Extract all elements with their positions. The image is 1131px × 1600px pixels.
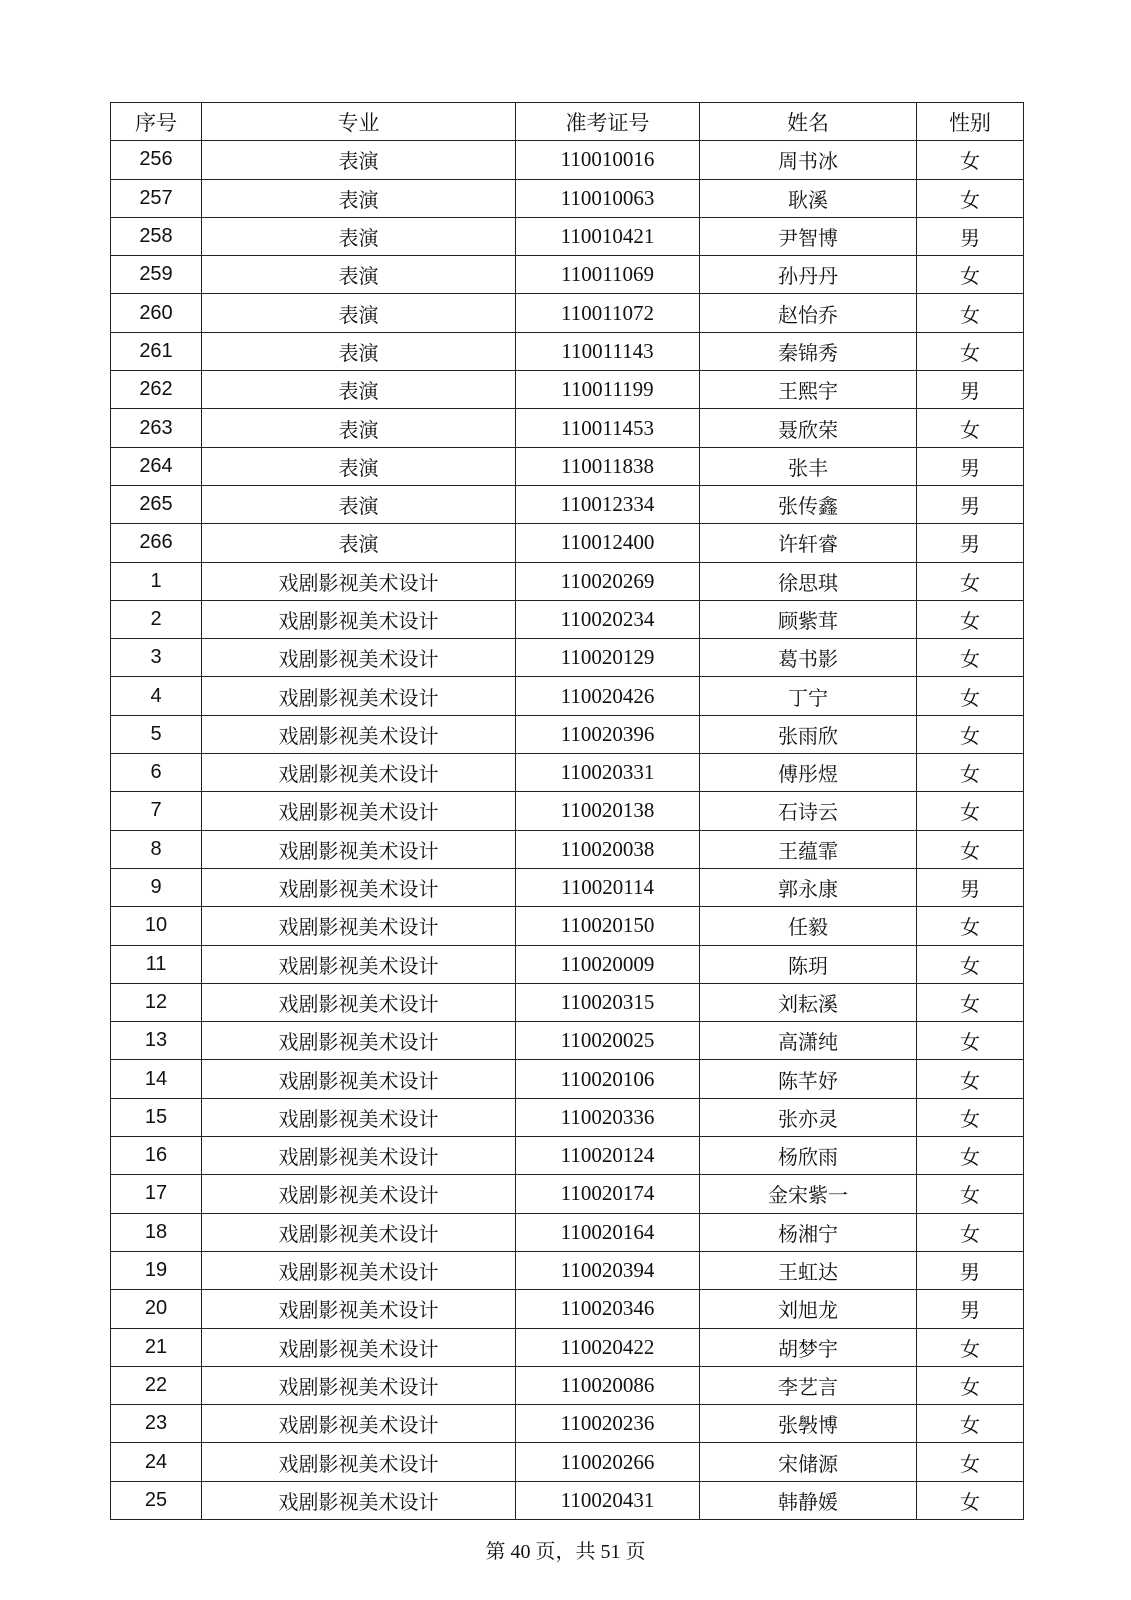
seq-cell: 10 (111, 907, 202, 945)
seq-cell: 7 (111, 792, 202, 830)
major-cell: 戏剧影视美术设计 (202, 792, 516, 830)
exam-id-cell: 110020336 (516, 1098, 700, 1136)
seq-cell: 258 (111, 217, 202, 255)
exam-id-cell: 110011453 (516, 409, 700, 447)
major-cell: 戏剧影视美术设计 (202, 1060, 516, 1098)
name-cell: 陈玥 (700, 945, 917, 983)
name-cell: 耿溪 (700, 179, 917, 217)
table-row (111, 332, 1024, 370)
seq-cell: 264 (111, 447, 202, 485)
major-cell: 表演 (202, 141, 516, 179)
gender-cell: 女 (917, 1481, 1024, 1519)
name-cell: 张雨欣 (700, 715, 917, 753)
seq-cell: 260 (111, 294, 202, 332)
table-row (111, 179, 1024, 217)
gender-cell: 女 (917, 600, 1024, 638)
gender-cell: 女 (917, 1060, 1024, 1098)
gender-cell: 女 (917, 907, 1024, 945)
major-cell: 表演 (202, 409, 516, 447)
seq-cell: 12 (111, 983, 202, 1021)
table-row (111, 868, 1024, 906)
name-cell: 孙丹丹 (700, 256, 917, 294)
seq-cell: 262 (111, 371, 202, 409)
exam-id-cell: 110020266 (516, 1443, 700, 1481)
seq-cell: 18 (111, 1213, 202, 1251)
seq-cell: 25 (111, 1481, 202, 1519)
major-cell: 戏剧影视美术设计 (202, 1251, 516, 1289)
gender-cell: 男 (917, 485, 1024, 523)
exam-id-cell: 110020234 (516, 600, 700, 638)
gender-cell: 女 (917, 562, 1024, 600)
seq-cell: 15 (111, 1098, 202, 1136)
name-cell: 杨欣雨 (700, 1137, 917, 1175)
major-cell: 表演 (202, 524, 516, 562)
gender-cell: 女 (917, 332, 1024, 370)
name-cell: 胡梦宇 (700, 1328, 917, 1366)
name-cell: 许轩睿 (700, 524, 917, 562)
name-cell: 韩静媛 (700, 1481, 917, 1519)
table-row (111, 677, 1024, 715)
seq-cell: 8 (111, 830, 202, 868)
table-row (111, 1366, 1024, 1404)
table-row (111, 524, 1024, 562)
major-cell: 戏剧影视美术设计 (202, 1213, 516, 1251)
table-row (111, 256, 1024, 294)
major-cell: 戏剧影视美术设计 (202, 1366, 516, 1404)
major-cell: 戏剧影视美术设计 (202, 945, 516, 983)
table-row (111, 945, 1024, 983)
table-row (111, 371, 1024, 409)
seq-cell: 13 (111, 1022, 202, 1060)
gender-cell: 女 (917, 1443, 1024, 1481)
seq-cell: 16 (111, 1137, 202, 1175)
exam-id-cell: 110020025 (516, 1022, 700, 1060)
name-cell: 石诗云 (700, 792, 917, 830)
name-cell: 王蕴霏 (700, 830, 917, 868)
name-cell: 徐思琪 (700, 562, 917, 600)
header-gender: 性别 (917, 103, 1024, 141)
table-row (111, 141, 1024, 179)
major-cell: 戏剧影视美术设计 (202, 868, 516, 906)
table-row (111, 1405, 1024, 1443)
page-footer: 第 40 页，共 51 页 (485, 1541, 646, 1563)
gender-cell: 女 (917, 792, 1024, 830)
seq-cell: 257 (111, 179, 202, 217)
seq-cell: 265 (111, 485, 202, 523)
seq-cell: 5 (111, 715, 202, 753)
major-cell: 表演 (202, 332, 516, 370)
name-cell: 聂欣荣 (700, 409, 917, 447)
seq-cell: 20 (111, 1290, 202, 1328)
table-row (111, 409, 1024, 447)
table-body (111, 141, 1024, 1520)
exam-id-cell: 110012334 (516, 485, 700, 523)
major-cell: 表演 (202, 294, 516, 332)
gender-cell: 女 (917, 179, 1024, 217)
exam-id-cell: 110020431 (516, 1481, 700, 1519)
major-cell: 戏剧影视美术设计 (202, 1290, 516, 1328)
table-row (111, 830, 1024, 868)
gender-cell: 女 (917, 945, 1024, 983)
gender-cell: 女 (917, 1328, 1024, 1366)
gender-cell: 男 (917, 868, 1024, 906)
table-row (111, 1098, 1024, 1136)
name-cell: 金宋紫一 (700, 1175, 917, 1213)
seq-cell: 24 (111, 1443, 202, 1481)
name-cell: 刘耘溪 (700, 983, 917, 1021)
table-row (111, 485, 1024, 523)
seq-cell: 263 (111, 409, 202, 447)
name-cell: 李艺言 (700, 1366, 917, 1404)
name-cell: 王熙宇 (700, 371, 917, 409)
name-cell: 张传鑫 (700, 485, 917, 523)
major-cell: 戏剧影视美术设计 (202, 1022, 516, 1060)
name-cell: 秦锦秀 (700, 332, 917, 370)
major-cell: 表演 (202, 179, 516, 217)
exam-id-cell: 110020086 (516, 1366, 700, 1404)
exam-id-cell: 110020150 (516, 907, 700, 945)
gender-cell: 男 (917, 1290, 1024, 1328)
header-seq: 序号 (111, 103, 202, 141)
exam-id-cell: 110012400 (516, 524, 700, 562)
name-cell: 张丰 (700, 447, 917, 485)
table-row (111, 1175, 1024, 1213)
exam-id-cell: 110020106 (516, 1060, 700, 1098)
seq-cell: 261 (111, 332, 202, 370)
exam-id-cell: 110020009 (516, 945, 700, 983)
table-row (111, 1443, 1024, 1481)
name-cell: 丁宁 (700, 677, 917, 715)
table-row (111, 562, 1024, 600)
exam-id-cell: 110020269 (516, 562, 700, 600)
table-row (111, 983, 1024, 1021)
table-row (111, 792, 1024, 830)
table-row (111, 217, 1024, 255)
exam-id-cell: 110011838 (516, 447, 700, 485)
exam-id-cell: 110020422 (516, 1328, 700, 1366)
table-header-row (111, 103, 1024, 141)
gender-cell: 男 (917, 1251, 1024, 1289)
gender-cell: 女 (917, 639, 1024, 677)
gender-cell: 女 (917, 1366, 1024, 1404)
table-row (111, 1060, 1024, 1098)
seq-cell: 14 (111, 1060, 202, 1098)
major-cell: 戏剧影视美术设计 (202, 1137, 516, 1175)
seq-cell: 21 (111, 1328, 202, 1366)
gender-cell: 女 (917, 1098, 1024, 1136)
exam-id-cell: 110020164 (516, 1213, 700, 1251)
major-cell: 戏剧影视美术设计 (202, 715, 516, 753)
exam-id-cell: 110020174 (516, 1175, 700, 1213)
seq-cell: 6 (111, 754, 202, 792)
exam-id-cell: 110010016 (516, 141, 700, 179)
exam-id-cell: 110020426 (516, 677, 700, 715)
header-name: 姓名 (700, 103, 917, 141)
gender-cell: 女 (917, 983, 1024, 1021)
major-cell: 戏剧影视美术设计 (202, 830, 516, 868)
exam-id-cell: 110010421 (516, 217, 700, 255)
table-row (111, 1137, 1024, 1175)
name-cell: 任毅 (700, 907, 917, 945)
gender-cell: 女 (917, 1137, 1024, 1175)
gender-cell: 女 (917, 715, 1024, 753)
exam-id-cell: 110020396 (516, 715, 700, 753)
table-row (111, 715, 1024, 753)
seq-cell: 256 (111, 141, 202, 179)
gender-cell: 女 (917, 1175, 1024, 1213)
table-row (111, 639, 1024, 677)
name-cell: 陈芊妤 (700, 1060, 917, 1098)
gender-cell: 女 (917, 294, 1024, 332)
gender-cell: 男 (917, 447, 1024, 485)
major-cell: 戏剧影视美术设计 (202, 639, 516, 677)
exam-id-cell: 110011143 (516, 332, 700, 370)
major-cell: 表演 (202, 217, 516, 255)
name-cell: 赵怡乔 (700, 294, 917, 332)
major-cell: 戏剧影视美术设计 (202, 1328, 516, 1366)
gender-cell: 女 (917, 141, 1024, 179)
major-cell: 戏剧影视美术设计 (202, 600, 516, 638)
gender-cell: 女 (917, 1213, 1024, 1251)
name-cell: 傅彤煜 (700, 754, 917, 792)
table-row (111, 1022, 1024, 1060)
gender-cell: 女 (917, 256, 1024, 294)
major-cell: 戏剧影视美术设计 (202, 677, 516, 715)
major-cell: 戏剧影视美术设计 (202, 1443, 516, 1481)
seq-cell: 1 (111, 562, 202, 600)
gender-cell: 男 (917, 371, 1024, 409)
major-cell: 表演 (202, 256, 516, 294)
seq-cell: 22 (111, 1366, 202, 1404)
exam-id-cell: 110011072 (516, 294, 700, 332)
table-row (111, 1481, 1024, 1519)
major-cell: 表演 (202, 371, 516, 409)
table-row (111, 447, 1024, 485)
exam-id-cell: 110020331 (516, 754, 700, 792)
exam-id-cell: 110020129 (516, 639, 700, 677)
seq-cell: 4 (111, 677, 202, 715)
table-row (111, 1328, 1024, 1366)
major-cell: 戏剧影视美术设计 (202, 562, 516, 600)
gender-cell: 女 (917, 754, 1024, 792)
table-row (111, 1290, 1024, 1328)
exam-id-cell: 110020236 (516, 1405, 700, 1443)
exam-id-cell: 110020346 (516, 1290, 700, 1328)
exam-id-cell: 110010063 (516, 179, 700, 217)
seq-cell: 2 (111, 600, 202, 638)
seq-cell: 266 (111, 524, 202, 562)
name-cell: 高潇纯 (700, 1022, 917, 1060)
major-cell: 戏剧影视美术设计 (202, 754, 516, 792)
table-row (111, 1213, 1024, 1251)
gender-cell: 女 (917, 409, 1024, 447)
major-cell: 戏剧影视美术设计 (202, 1098, 516, 1136)
seq-cell: 9 (111, 868, 202, 906)
header-major: 专业 (202, 103, 516, 141)
seq-cell: 17 (111, 1175, 202, 1213)
exam-id-cell: 110020394 (516, 1251, 700, 1289)
major-cell: 戏剧影视美术设计 (202, 1481, 516, 1519)
header-exam-id: 准考证号 (516, 103, 700, 141)
gender-cell: 男 (917, 217, 1024, 255)
gender-cell: 女 (917, 1022, 1024, 1060)
exam-id-cell: 110020038 (516, 830, 700, 868)
seq-cell: 11 (111, 945, 202, 983)
table-row (111, 754, 1024, 792)
name-cell: 王虹达 (700, 1251, 917, 1289)
exam-id-cell: 110011199 (516, 371, 700, 409)
seq-cell: 259 (111, 256, 202, 294)
name-cell: 葛书影 (700, 639, 917, 677)
exam-id-cell: 110020114 (516, 868, 700, 906)
major-cell: 戏剧影视美术设计 (202, 1175, 516, 1213)
major-cell: 戏剧影视美术设计 (202, 907, 516, 945)
seq-cell: 23 (111, 1405, 202, 1443)
exam-id-cell: 110020124 (516, 1137, 700, 1175)
name-cell: 张亦灵 (700, 1098, 917, 1136)
major-cell: 戏剧影视美术设计 (202, 983, 516, 1021)
gender-cell: 女 (917, 1405, 1024, 1443)
name-cell: 周书冰 (700, 141, 917, 179)
name-cell: 郭永康 (700, 868, 917, 906)
name-cell: 刘旭龙 (700, 1290, 917, 1328)
table-row (111, 907, 1024, 945)
major-cell: 表演 (202, 447, 516, 485)
major-cell: 戏剧影视美术设计 (202, 1405, 516, 1443)
gender-cell: 女 (917, 677, 1024, 715)
table-row (111, 294, 1024, 332)
name-cell: 尹智博 (700, 217, 917, 255)
name-cell: 宋储源 (700, 1443, 917, 1481)
name-cell: 张斅博 (700, 1405, 917, 1443)
name-cell: 顾紫茸 (700, 600, 917, 638)
exam-id-cell: 110020315 (516, 983, 700, 1021)
gender-cell: 男 (917, 524, 1024, 562)
major-cell: 表演 (202, 485, 516, 523)
seq-cell: 3 (111, 639, 202, 677)
gender-cell: 女 (917, 830, 1024, 868)
name-cell: 杨湘宁 (700, 1213, 917, 1251)
candidate-list-table (110, 102, 1024, 1520)
seq-cell: 19 (111, 1251, 202, 1289)
table-row (111, 600, 1024, 638)
exam-id-cell: 110011069 (516, 256, 700, 294)
table-row (111, 1251, 1024, 1289)
exam-id-cell: 110020138 (516, 792, 700, 830)
